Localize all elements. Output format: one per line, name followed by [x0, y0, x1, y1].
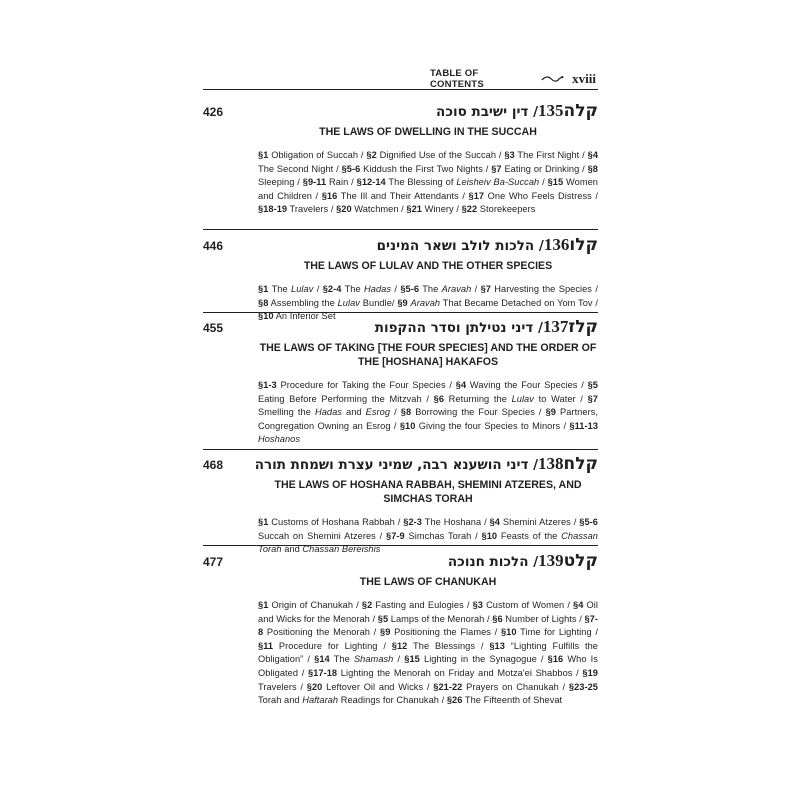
english-title: THE LAWS OF DWELLING IN THE SUCCAH — [319, 126, 537, 138]
header-rule — [203, 89, 598, 90]
section-list: §1 The Lulav / §2-4 The Hadas / §5-6 The Aravah / §7 Harvesting the Species / §8 Assembling the Lulav Bundle/ §9 Aravah That Became Detached on Yom Tov / §10 An Inferior Set — [258, 284, 599, 322]
english-title: THE LAWS OF HOSHANA RABBAH, SHEMINI ATZERES, AND SIMCHAS TORAH — [274, 479, 582, 505]
entry-page-number: 446 — [203, 239, 224, 253]
toc-entry[interactable] — [203, 235, 598, 324]
header-page-number: xviii — [572, 71, 596, 86]
english-title: THE LAWS OF LULAV AND THE OTHER SPECIES — [303, 260, 553, 272]
section-list: §1 Customs of Hoshana Rabbah / §2-3 The Hoshana / §4 Shemini Atzeres / §5-6 Succah on Shemini Atzeres / §7-9 Simchas Torah / §10 Feasts of the Chassan Torah and Chassan Bereishis — [258, 517, 598, 555]
toc-entry[interactable] — [203, 317, 598, 447]
section-list: §1 Origin of Chanukah / §2 Fasting and Eulogies / §3 Custom of Women / §4 Oil and Wicks for the Menorah / §5 Lamps of the Menorah / §6 Number of Lights / §7-8 Positioning the Menorah / §9 Positioning the Flames / §10 Time for Lighting / §11 Procedure for Lighting / §12 The Blessings / §13 “Lighting Fulfills the Obligation” / §14 The Shamash / §15 Lighting in the Synagogue / §16 Who Is Obligated / §17-18 Lighting the Menorah on Friday and Motza'ei Shabbos / §19 Travelers / §20 Leftover Oil and Wicks / §21-22 Prayers on Chanukah / §23-25 Torah and Haftarah Readings for Chanukah / §26 The Fifteenth of Shevat — [258, 600, 599, 706]
hebrew-heading: קלו136/ הלכות לולב ושאר המינים — [376, 235, 598, 255]
hebrew-heading: קלז137/ דיני נטילתן וסדר ההקפות — [374, 317, 598, 337]
ornament-icon — [540, 74, 565, 84]
toc-entry[interactable] — [203, 551, 598, 708]
entry-page-number: 426 — [203, 105, 224, 119]
entry-divider — [203, 312, 598, 313]
entry-page-number: 455 — [203, 321, 224, 335]
section-list: §1 Obligation of Succah / §2 Dignified Use of the Succah / §3 The First Night / §4 The Second Night / §5-6 Kiddush the First Two Nights / §7 Eating or Drinking / §8 Sleeping / §9-11 Rain / §12-14 The Blessing of Leisheiv Ba-Succah / §15 Women and Children / §16 The Ill and Their Attendants / §17 One Who Feels Distress / §18-19 Travelers / §20 Watchmen / §21 Winery / §22 Storekeepers — [258, 150, 599, 215]
entry-divider — [203, 545, 598, 546]
hebrew-heading: קלח138/ דיני הושענא רבה, שמיני עצרת ושמחת תורה — [254, 454, 598, 474]
english-title: THE LAWS OF TAKING [THE FOUR SPECIES] AND THE ORDER OF THE [HOSHANA] HAKAFOS — [259, 342, 597, 368]
entry-divider — [203, 449, 598, 450]
hebrew-heading: קלה135/ דין ישיבת סוכה — [436, 101, 598, 121]
running-header — [430, 70, 596, 88]
toc-entry[interactable] — [203, 101, 598, 217]
entry-page-number: 468 — [203, 458, 224, 472]
header-title: TABLE OF CONTENTS — [430, 68, 484, 90]
toc-entry[interactable] — [203, 454, 598, 557]
section-list: §1-3 Procedure for Taking the Four Species / §4 Waving the Four Species / §5 Eating Before Performing the Mitzvah / §6 Returning the Lulav to Water / §7 Smelling the Hadas and Esrog / §8 Borrowing the Four Species / §9 Partners, Congregation Owning an Esrog / §10 Giving the four Species to Minors / §11-13 Hoshanos — [258, 380, 599, 445]
english-title: THE LAWS OF CHANUKAH — [359, 576, 497, 588]
entry-divider — [203, 229, 598, 230]
entry-page-number: 477 — [203, 555, 224, 569]
hebrew-heading: קלט139/ הלכות חנוכה — [447, 551, 598, 571]
